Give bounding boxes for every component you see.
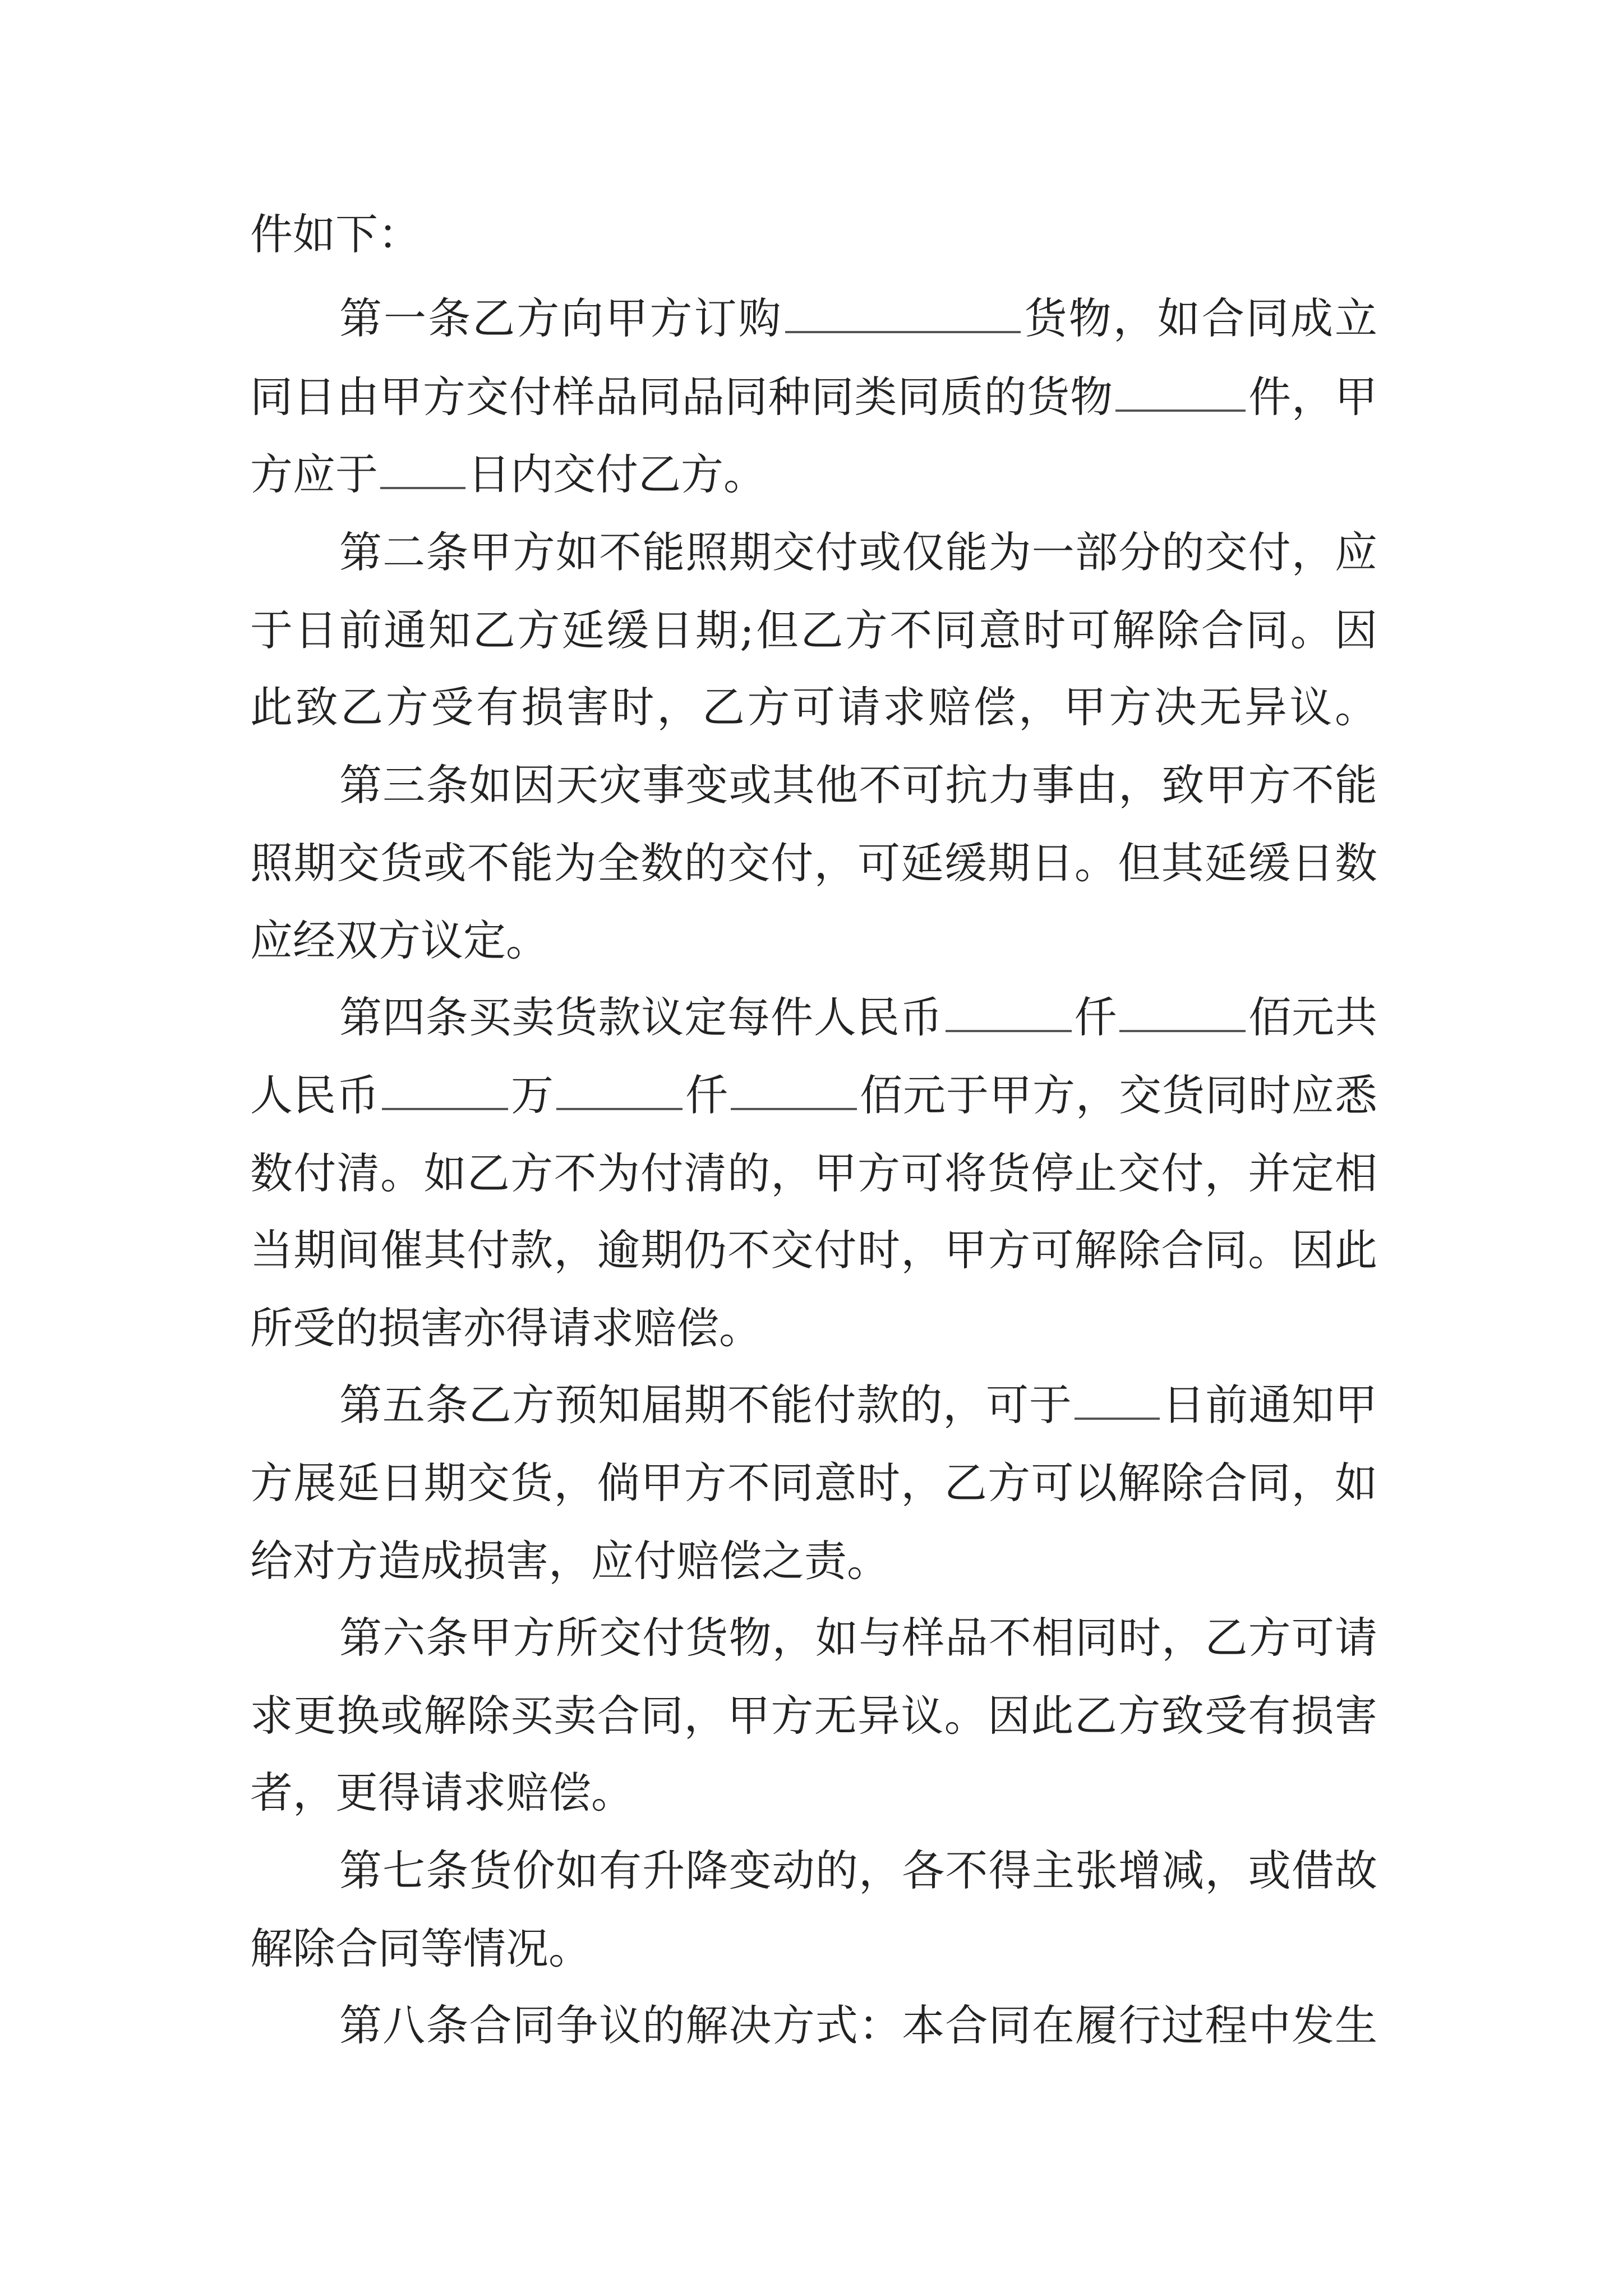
article-5-line: 第五条乙方预知届期不能付款的，可于 日前通知甲 [339,1380,1378,1430]
text-line: 照期交货或不能为全数的交付，可延缓期日。但其延缓日数 [250,838,1377,888]
days-blank [380,451,465,489]
text-line: 方应于 日内交付乙方。 [250,449,766,499]
article-4-line: 第四条买卖货款议定每件人民币 仟 佰元共 [339,992,1378,1042]
text-line: 应经双方议定。 [250,915,548,965]
text-line: 者，更得请求赔偿。 [250,1768,634,1818]
quantity-blank [1115,374,1246,412]
article-3-line: 第三条如因天灾事变或其他不可抗力事由，致甲方不能 [339,760,1377,810]
total-ten-thousands-blank [382,1072,508,1110]
text-line: 给对方造成损害，应付赔偿之责。 [250,1536,889,1586]
text-line: 所受的损害亦得请求赔偿。 [250,1303,762,1353]
price-hundreds-blank [1119,994,1246,1032]
total-hundreds-blank [731,1072,857,1110]
text-line: 此致乙方受有损害时，乙方可请求赔偿，甲方决无异议。 [250,682,1377,732]
total-thousands-blank [556,1072,683,1110]
article-2-line: 第二条甲方如不能照期交付或仅能为一部分的交付，应 [339,527,1377,577]
article-8-line: 第八条合同争议的解决方式：本合同在履行过程中发生 [339,2000,1377,2050]
notice-days-blank [1075,1382,1160,1420]
text-line: 当期间催其付款，逾期仍不交付时，甲方可解除合同。因此 [250,1225,1377,1275]
text-line: 求更换或解除买卖合同，甲方无异议。因此乙方致受有损害 [250,1691,1377,1741]
text-line: 人民币 万 仟 佰元于甲方，交货同时应悉 [250,1070,1377,1120]
article-6-line: 第六条甲方所交付货物，如与样品不相同时，乙方可请 [339,1613,1377,1663]
price-thousands-blank [946,994,1072,1032]
text-line: 方展延日期交货，倘甲方不同意时，乙方可以解除合同，如 [250,1458,1377,1508]
article-7-line: 第七条货价如有升降变动的，各不得主张增减，或借故 [339,1846,1377,1895]
text-line: 件如下： [250,209,421,259]
text-line: 数付清。如乙方不为付清的，甲方可将货停止交付，并定相 [250,1148,1377,1198]
article-1-line: 第一条乙方向甲方订购 货物，如合同成立 [339,293,1378,343]
text-line: 同日由甲方交付样品同品同种同类同质的货物 件，甲 [250,372,1378,422]
goods-name-blank [785,295,1021,333]
text-line: 于日前通知乙方延缓日期;但乙方不同意时可解除合同。因 [250,605,1377,655]
text-line: 解除合同等情况。 [250,1924,591,1973]
